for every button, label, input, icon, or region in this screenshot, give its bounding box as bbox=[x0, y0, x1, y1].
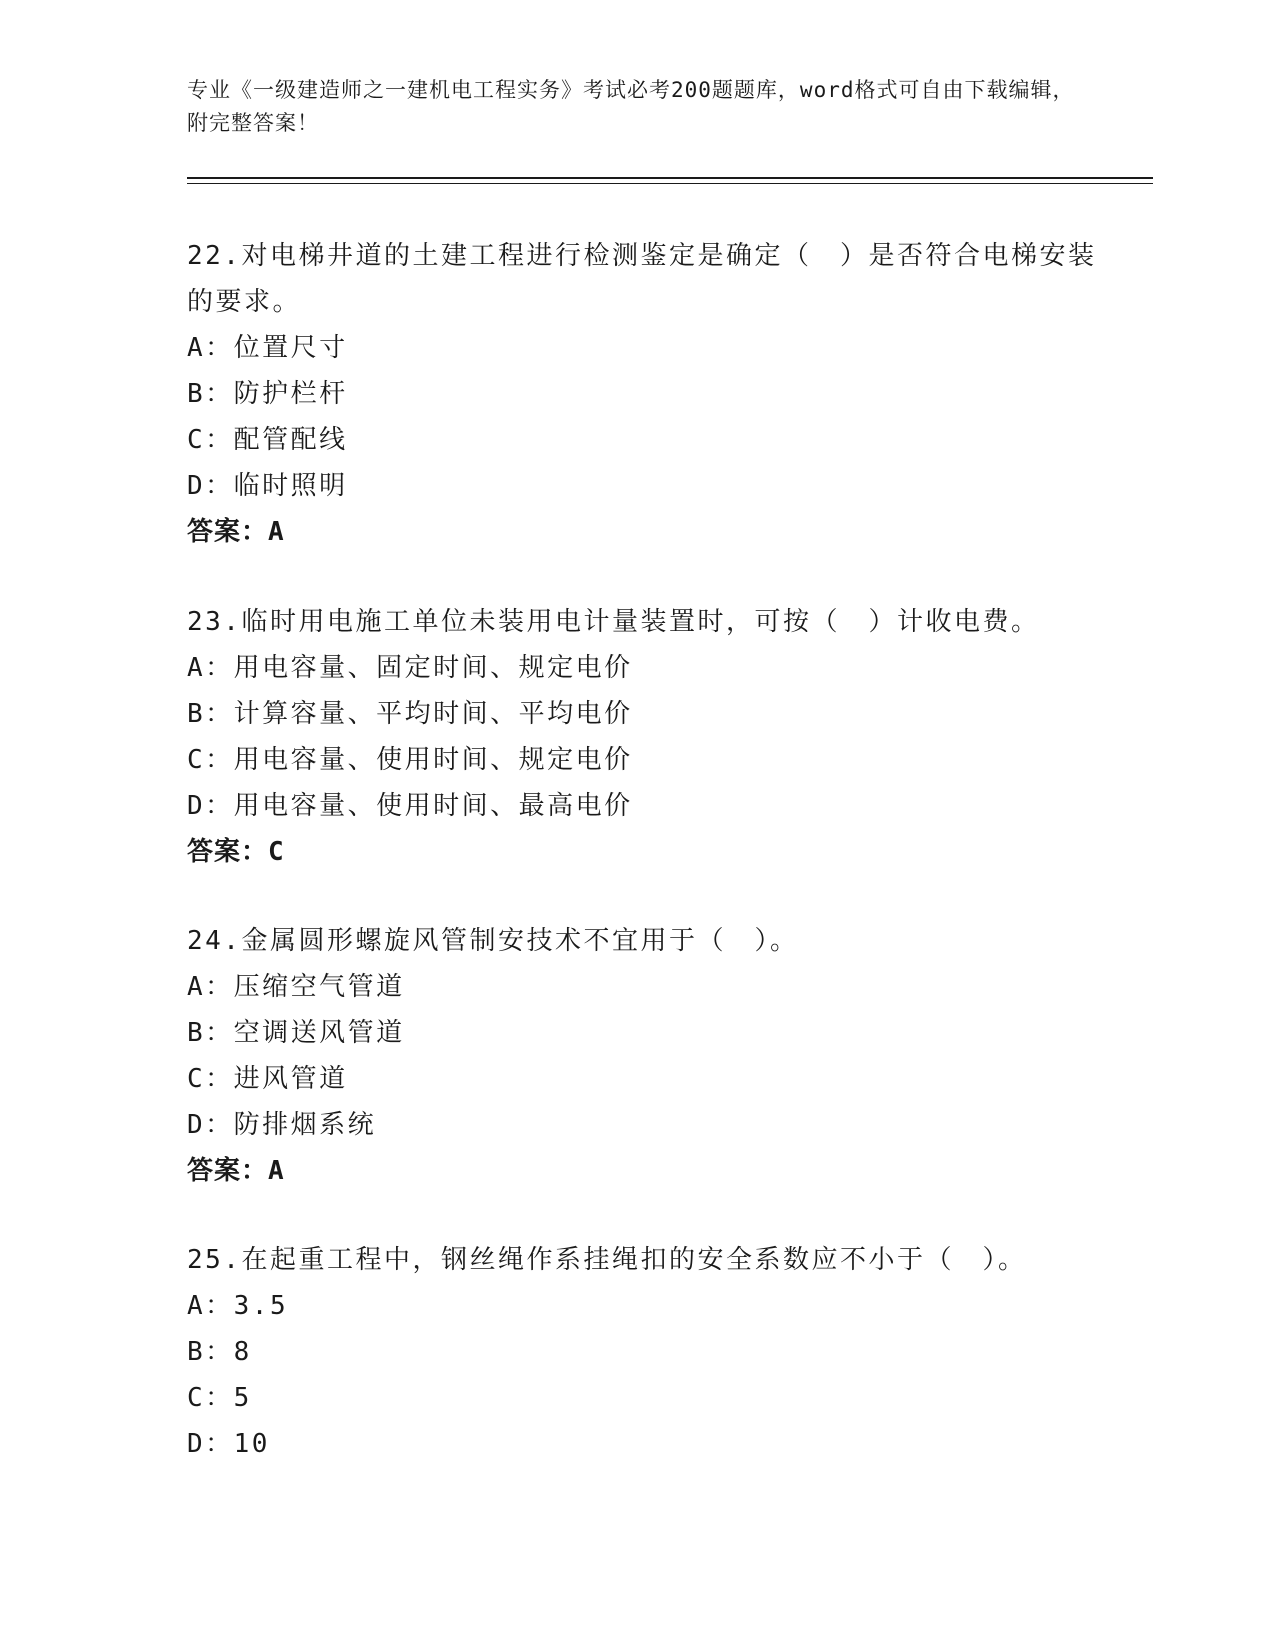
header-divider-thick bbox=[187, 177, 1153, 179]
header-divider-thin bbox=[187, 183, 1153, 184]
answer: 答案：C bbox=[187, 837, 285, 867]
option-b: B：计算容量、平均时间、平均电价 bbox=[187, 699, 633, 729]
option-c: C：5 bbox=[187, 1383, 252, 1413]
option-b: B：防护栏杆 bbox=[187, 379, 348, 409]
option-c: C：进风管道 bbox=[187, 1064, 348, 1094]
answer: 答案：A bbox=[187, 517, 285, 547]
question-stem: 24.金属圆形螺旋风管制安技术不宜用于（ ）。 bbox=[187, 926, 799, 956]
option-b: B：8 bbox=[187, 1337, 252, 1367]
option-a: A：压缩空气管道 bbox=[187, 972, 405, 1002]
question-stem: 25.在起重工程中，钢丝绳作系挂绳扣的安全系数应不小于（ ）。 bbox=[187, 1245, 1027, 1275]
option-d: D：10 bbox=[187, 1429, 270, 1459]
option-d: D：防排烟系统 bbox=[187, 1110, 377, 1140]
document-header: 专业《一级建造师之一建机电工程实务》考试必考200题题库，word格式可自由下载编辑，附完整答案！ bbox=[187, 78, 1075, 135]
option-c: C：用电容量、使用时间、规定电价 bbox=[187, 745, 633, 775]
question-stem: 23.临时用电施工单位未装用电计量装置时，可按（ ）计收电费。 bbox=[187, 607, 1040, 637]
option-a: A：用电容量、固定时间、规定电价 bbox=[187, 653, 633, 683]
question-24 bbox=[187, 918, 1117, 1194]
option-b: B：空调送风管道 bbox=[187, 1018, 405, 1048]
option-a: A：位置尺寸 bbox=[187, 333, 348, 363]
option-c: C：配管配线 bbox=[187, 425, 348, 455]
option-d: D：临时照明 bbox=[187, 471, 348, 501]
question-23 bbox=[187, 599, 1117, 875]
option-a: A：3.5 bbox=[187, 1291, 289, 1321]
answer: 答案：A bbox=[187, 1156, 285, 1186]
option-d: D：用电容量、使用时间、最高电价 bbox=[187, 791, 633, 821]
question-stem: 22.对电梯井道的土建工程进行检测鉴定是确定（ ）是否符合电梯安装的要求。 bbox=[187, 241, 1097, 317]
question-25 bbox=[187, 1237, 1117, 1467]
question-22 bbox=[187, 233, 1117, 555]
